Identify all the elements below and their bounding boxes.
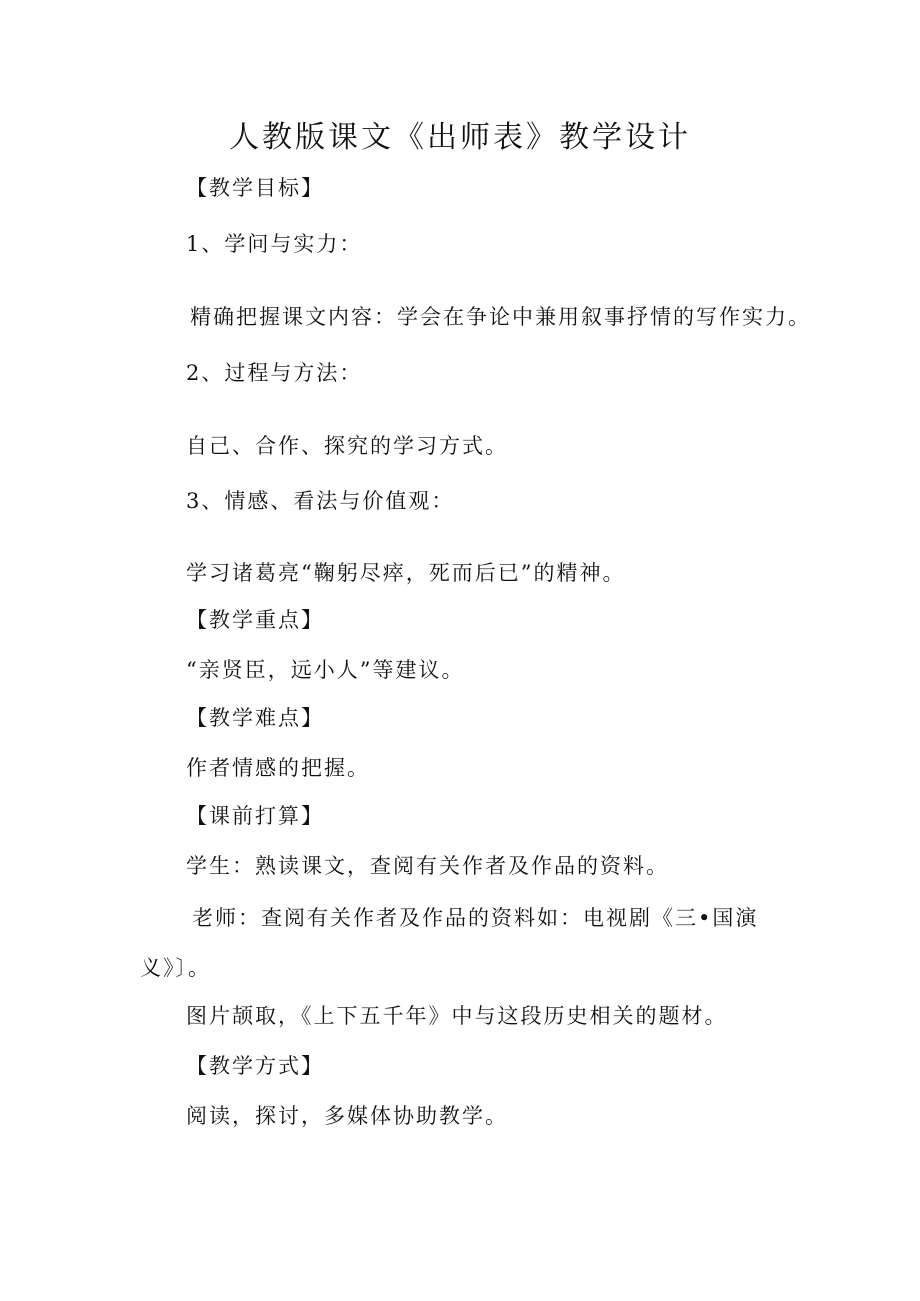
goal1-label: 1、学问与实力： xyxy=(186,232,363,256)
prep-teacher-text-line2: 义》〕。 xyxy=(140,956,211,980)
prep-teacher-text-line1: 老师：查阅有关作者及作品的资料如：电视剧《三•国演 xyxy=(192,906,759,930)
method-heading: 【教学方式】 xyxy=(186,1054,324,1078)
method-text: 阅读，探讨，多媒体协助教学。 xyxy=(186,1104,508,1128)
difficulty-heading: 【教学难点】 xyxy=(186,706,324,730)
prep-heading: 【课前打算】 xyxy=(186,804,324,828)
goal3-label: 3、情感、看法与价值观： xyxy=(186,489,455,513)
goal3-text: 学习诸葛亮“鞠躬尽瘁，死而后已”的精神。 xyxy=(186,561,626,585)
goals-heading: 【教学目标】 xyxy=(186,176,324,200)
key-heading: 【教学重点】 xyxy=(186,608,324,632)
goal2-label: 2、过程与方法： xyxy=(186,361,363,385)
key-text: “亲贤臣，远小人”等建议。 xyxy=(186,658,465,682)
goal2-text: 自己、合作、探究的学习方式。 xyxy=(186,434,508,458)
goal1-text: 精确把握课文内容：学会在争论中兼用叙事抒情的写作实力。 xyxy=(190,305,811,329)
prep-student-text: 学生：熟读课文，查阅有关作者及作品的资料。 xyxy=(186,854,669,878)
document-title: 人教版课文《出师表》教学设计 xyxy=(229,120,691,155)
prep-pictures-text: 图片颉取，《上下五千年》中与这段历史相关的题材。 xyxy=(186,1004,728,1028)
difficulty-text: 作者情感的把握。 xyxy=(186,756,370,780)
